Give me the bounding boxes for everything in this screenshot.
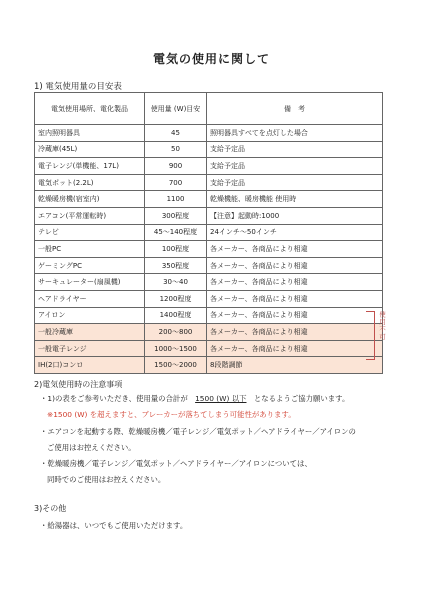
remarks-cell: 8段階調節 <box>207 357 383 374</box>
remarks-cell: 照明器具すべてを点灯した場合 <box>207 125 383 142</box>
appliance-cell: エアコン(平常運転時) <box>35 207 145 224</box>
table-header-row <box>35 93 383 125</box>
column-header-appliance: 電気使用場所、電化製品 <box>35 93 145 125</box>
remarks-cell: 各メーカー、各商品により相違 <box>207 257 383 274</box>
section2-item3-line1: ・乾燥暖房機／電子レンジ／電気ポット／ヘアドライヤー／アイロンについては、 <box>40 459 312 468</box>
table-row <box>35 158 383 175</box>
table-row <box>35 307 383 324</box>
section2-heading: 2)電気使用時の注意事項 <box>34 380 123 389</box>
usage-cell: 50 <box>145 141 207 158</box>
table-row <box>35 224 383 241</box>
usage-cell: 700 <box>145 174 207 191</box>
section1-heading: 1) 電気使用量の目安表 <box>34 82 122 92</box>
column-header-usage: 使用量 (W)目安 <box>145 93 207 125</box>
appliance-cell: ヘアドライヤー <box>35 290 145 307</box>
usage-cell: 1100 <box>145 191 207 208</box>
remarks-cell: 【注意】起動時:1000 <box>207 207 383 224</box>
item1-amount: 1500 (W) 以下 <box>195 394 247 403</box>
usage-cell: 900 <box>145 158 207 175</box>
remarks-cell: 各メーカー、各商品により相違 <box>207 290 383 307</box>
usage-cell: 300程度 <box>145 207 207 224</box>
appliance-cell: 一般冷蔵庫 <box>35 324 145 341</box>
usage-cell: 100程度 <box>145 241 207 258</box>
appliance-cell: 電気ポット(2.2L) <box>35 174 145 191</box>
item1-post: となるようご協力願います。 <box>246 394 350 403</box>
table-row <box>35 207 383 224</box>
usage-cell: 1000〜1500 <box>145 340 207 357</box>
usage-cell: 30〜40 <box>145 274 207 291</box>
remarks-cell: 各メーカー、各商品により相違 <box>207 307 383 324</box>
remarks-cell: 各メーカー、各商品により相違 <box>207 324 383 341</box>
section3-heading: 3)その他 <box>34 504 67 513</box>
table-row <box>35 125 383 142</box>
usage-cell: 1500〜2000 <box>145 357 207 374</box>
section2-item3-line2: 同時でのご使用はお控えください。 <box>47 475 166 484</box>
table-row <box>35 174 383 191</box>
appliance-cell: ゲーミングPC <box>35 257 145 274</box>
remarks-cell: 各メーカー、各商品により相違 <box>207 274 383 291</box>
table-row <box>35 274 383 291</box>
section2-item2-line1: ・エアコンを起動する際、乾燥暖房機／電子レンジ／電気ポット／ヘアドライヤー／アイロンの <box>40 427 356 436</box>
section2-item1 <box>40 393 349 404</box>
usage-table <box>34 92 383 374</box>
table-row-not-allowed <box>35 324 383 341</box>
table-row <box>35 191 383 208</box>
not-allowed-bracket <box>366 311 375 360</box>
table-row-not-allowed <box>35 340 383 357</box>
page-title: 電気の使用に関して <box>152 52 270 66</box>
appliance-cell: 一般電子レンジ <box>35 340 145 357</box>
appliance-cell: 電子レンジ(単機能、17L) <box>35 158 145 175</box>
appliance-cell: 冷蔵庫(45L) <box>35 141 145 158</box>
table-row <box>35 290 383 307</box>
table-row <box>35 141 383 158</box>
item1-pre: ・1)の表をご参考いただき、使用量の合計が <box>40 394 196 403</box>
table-row <box>35 257 383 274</box>
appliance-cell: 乾燥暖房機(宿室内) <box>35 191 145 208</box>
section2-item2-line2: ご使用はお控えください。 <box>47 443 136 452</box>
remarks-cell: 支給予定品 <box>207 141 383 158</box>
table-row-not-allowed <box>35 357 383 374</box>
appliance-cell: 一般PC <box>35 241 145 258</box>
appliance-cell: アイロン <box>35 307 145 324</box>
remarks-cell: 各メーカー、各商品により相違 <box>207 340 383 357</box>
remarks-cell: 乾燥機能、暖房機能 使用時 <box>207 191 383 208</box>
remarks-cell: 支給予定品 <box>207 174 383 191</box>
appliance-cell: サーキュレーター(扇風機) <box>35 274 145 291</box>
column-header-remarks: 備 考 <box>207 93 383 125</box>
remarks-cell: 24インチ〜50インチ <box>207 224 383 241</box>
usage-cell: 1200程度 <box>145 290 207 307</box>
appliance-cell: テレビ <box>35 224 145 241</box>
appliance-cell: IH(2口)コンロ <box>35 357 145 374</box>
remarks-cell: 各メーカー、各商品により相違 <box>207 241 383 258</box>
not-allowed-label: 使用不可 <box>378 311 386 341</box>
remarks-cell: 支給予定品 <box>207 158 383 175</box>
usage-cell: 200〜800 <box>145 324 207 341</box>
usage-cell: 45 <box>145 125 207 142</box>
section3-item1: ・給湯器は、いつでもご使用いただけます。 <box>40 521 188 530</box>
usage-cell: 350程度 <box>145 257 207 274</box>
section2-warning: ※1500 (W) を超えますと、ブレーカーが落ちてしまう可能性があります。 <box>47 410 296 419</box>
usage-cell: 1400程度 <box>145 307 207 324</box>
table-row <box>35 241 383 258</box>
usage-cell: 45〜140程度 <box>145 224 207 241</box>
appliance-cell: 室内照明器具 <box>35 125 145 142</box>
